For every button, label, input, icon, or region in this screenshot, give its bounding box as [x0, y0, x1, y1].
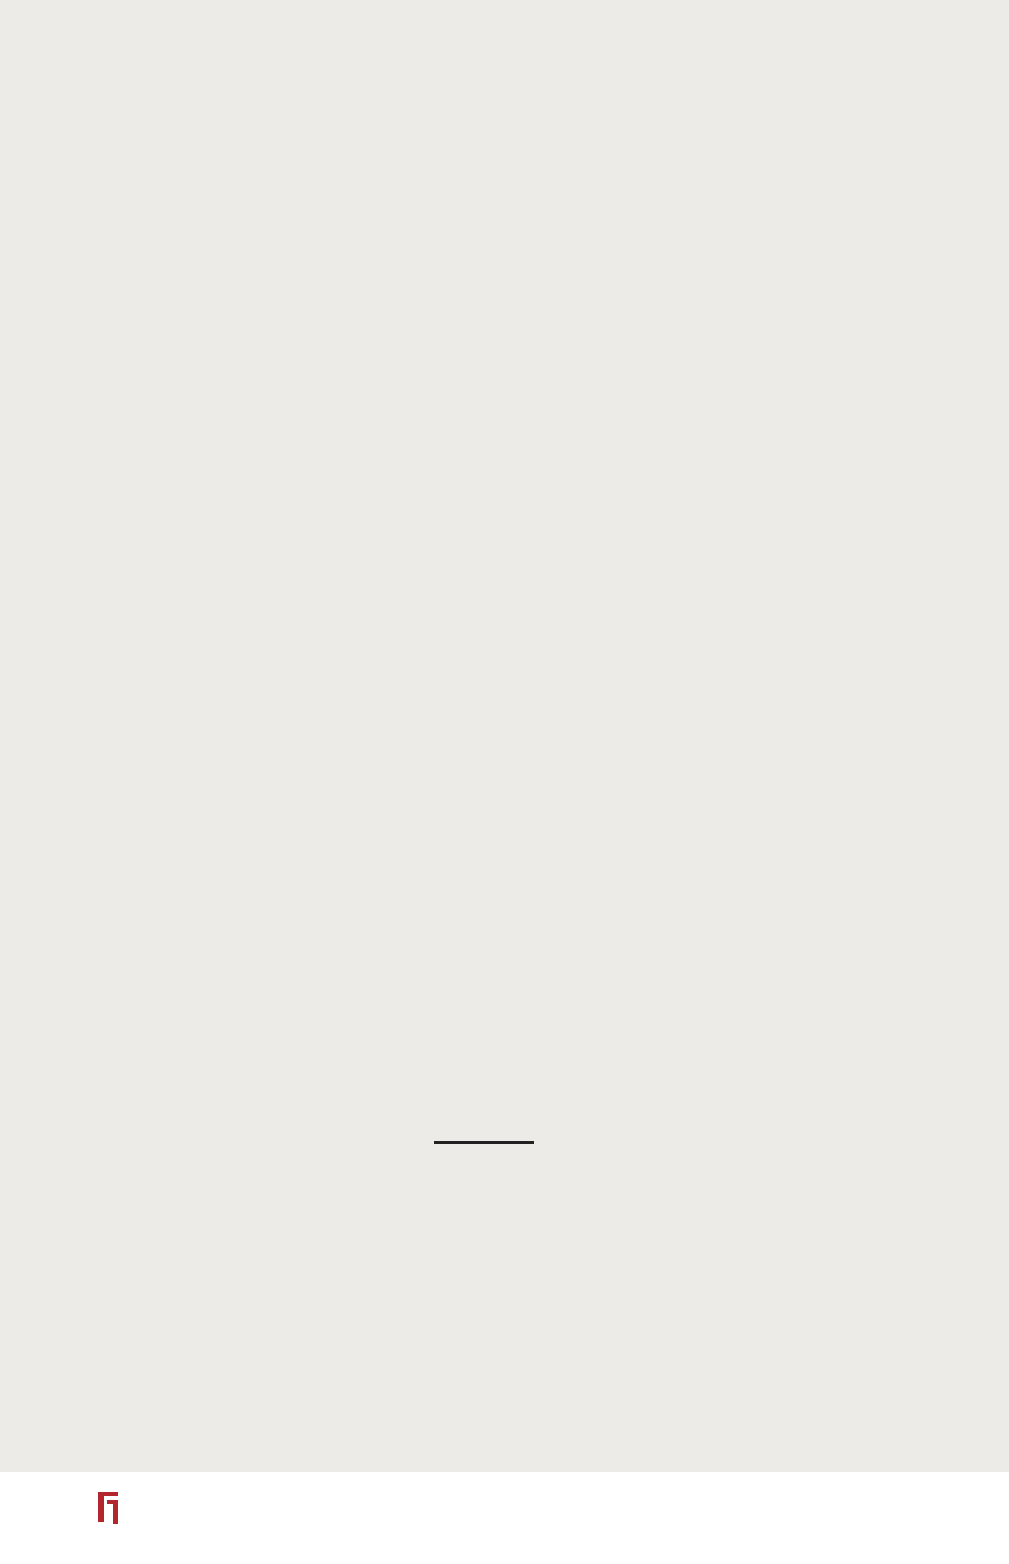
separator-rule — [434, 1141, 534, 1144]
footer-bar — [0, 1472, 1009, 1564]
library-logo-icon — [94, 1490, 122, 1526]
